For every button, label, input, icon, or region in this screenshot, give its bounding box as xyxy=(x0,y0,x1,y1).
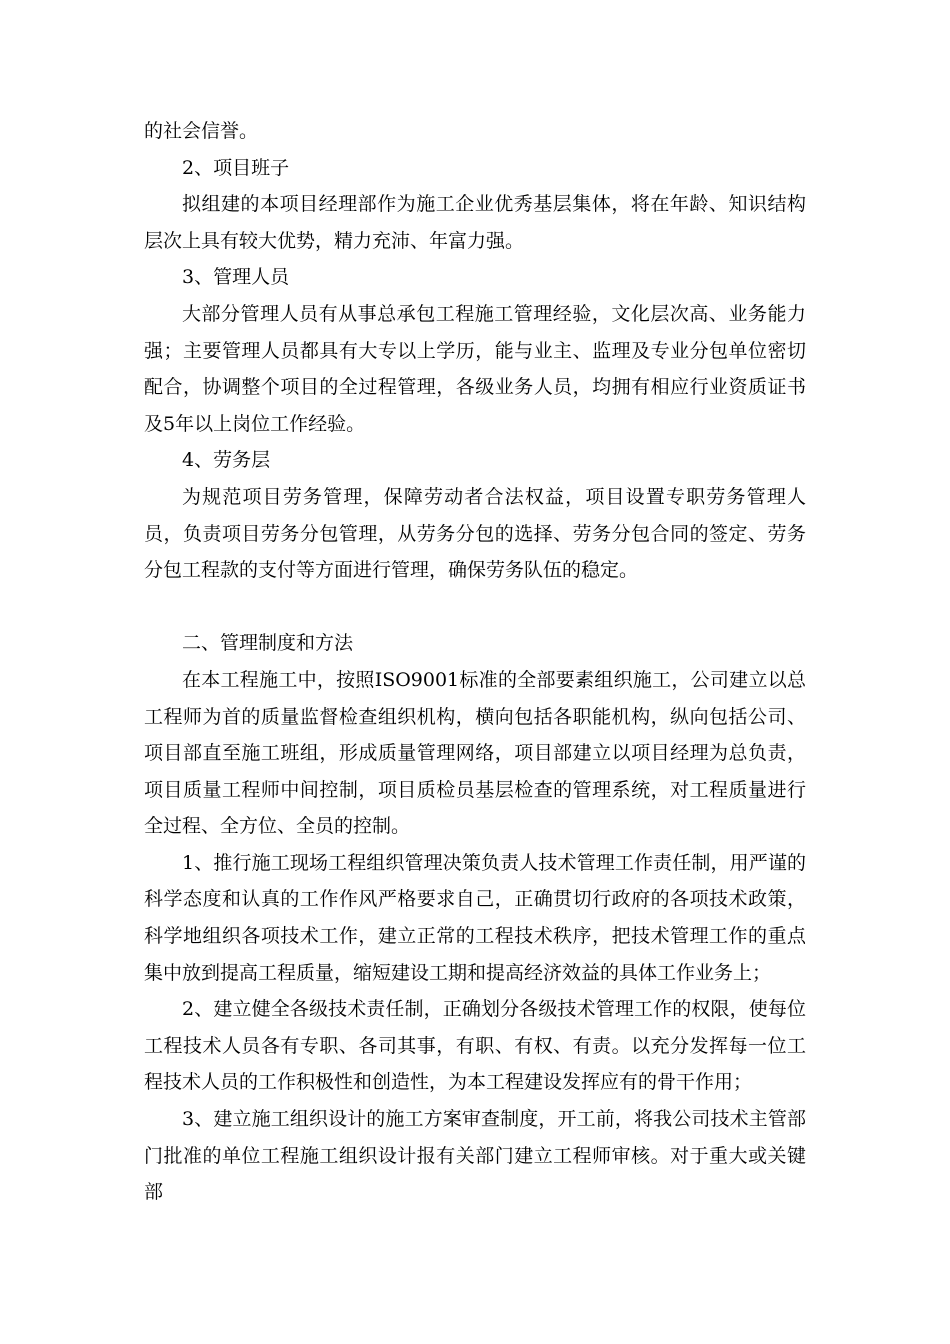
paragraph-project-team: 拟组建的本项目经理部作为施工企业优秀基层集体，将在年龄、知识结构层次上具有较大优势，精力充沛、年富力强。 xyxy=(144,193,806,252)
paragraph-management-staff: 大部分管理人员有从事总承包工程施工管理经验，文化层次高、业务能力强；主要管理人员都具有大专以上学历，能与业主、监理及专业分包单位密切配合，协调整个项目的全过程管理，各级业务人员，均拥有相应行业资质证书及5年以上岗位工作经验。 xyxy=(144,302,806,435)
paragraph-labor-layer: 为规范项目劳务管理，保障劳动者合法权益，项目设置专职劳务管理人员，负责项目劳务分包管理，从劳务分包的选择、劳务分包合同的签定、劳务分包工程款的支付等方面进行管理，确保劳务队伍的稳定。 xyxy=(144,485,806,582)
section-heading-management-staff: 3、管理人员 xyxy=(182,266,290,289)
blank-line xyxy=(144,589,806,626)
paragraph-item-1: 1、推行施工现场工程组织管理决策负责人技术管理工作责任制，用严谨的科学态度和认真的工作作风严格要求自己，正确贯切行政府的各项技术政策，科学地组织各项技术工作，建立正常的工程技术秩序，把技术管理工作的重点集中放到提高工程质量，缩短建设工期和提高经济效益的具体工作业务上； xyxy=(144,851,806,984)
chapter-heading-management-system: 二、管理制度和方法 xyxy=(182,632,354,655)
paragraph-item-3: 3、建立施工组织设计的施工方案审查制度，开工前，将我公司技术主管部门批准的单位工程施工组织设计报有关部门建立工程师审核。对于重大或关键部 xyxy=(144,1108,806,1204)
paragraph-iso9001: 在本工程施工中，按照ISO9001标准的全部要素组织施工，公司建立以总工程师为首的质量监督检查组织机构，横向包括各职能机构，纵向包括公司、项目部直至施工班组，形成质量管理网络，项目部建立以项目经理为总负责，项目质量工程师中间控制，项目质检员基层检查的管理系统，对工程质量进行全过程、全方位、全员的控制。 xyxy=(144,668,806,838)
paragraph-continuation: 的社会信誉。 xyxy=(144,120,259,142)
paragraph-item-2: 2、建立健全各级技术责任制，正确划分各级技术管理工作的权限，使每位工程技术人员各有专职、各司其事，有职、有权、有责。以充分发挥每一位工程技术人员的工作积极性和创造性，为本工程建设发挥应有的骨干作用； xyxy=(144,998,806,1094)
section-heading-project-team: 2、项目班子 xyxy=(182,156,290,179)
section-heading-labor-layer: 4、劳务层 xyxy=(182,449,271,472)
document-body xyxy=(144,113,806,1211)
